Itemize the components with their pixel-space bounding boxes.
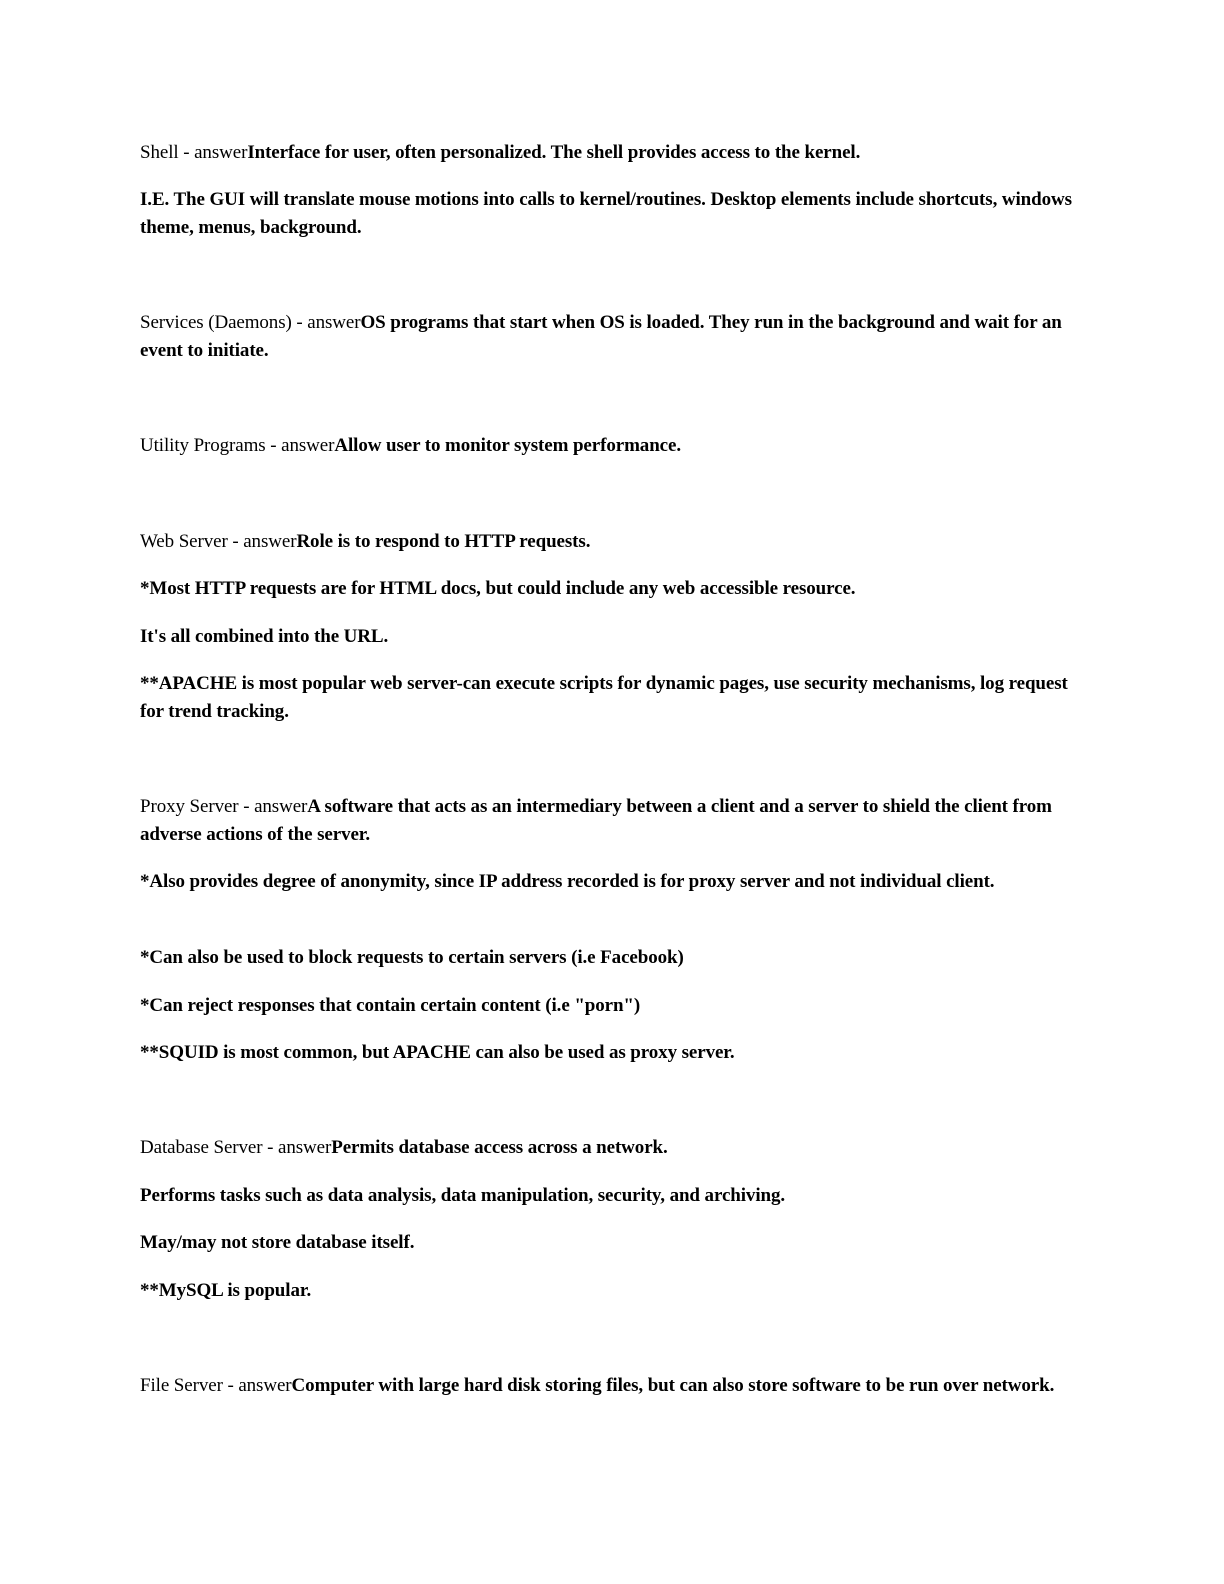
answer-separator: - answer xyxy=(227,531,297,552)
note-shell-1: I.E. The GUI will translate mouse motions into calls to kernel/routines. Desktop elements include shortcuts, windows theme, menus, background. xyxy=(140,189,1072,238)
answer-separator: - answer xyxy=(178,142,248,163)
note-database-server-3: **MySQL is popular. xyxy=(140,1280,312,1301)
answer-separator: - answer xyxy=(291,312,361,333)
note-web-server-1: *Most HTTP requests are for HTML docs, but could include any web accessible resource. xyxy=(140,578,856,599)
note-web-server-2: It's all combined into the URL. xyxy=(140,626,389,647)
answer-separator: - answer xyxy=(222,1375,292,1396)
term-proxy-server: Proxy Server xyxy=(140,796,239,817)
definition-text: OS programs that start when OS is loaded. They run in the background and wait for an event to initiate. xyxy=(140,312,1062,361)
definition-services xyxy=(140,309,1080,365)
note-proxy-server-1: *Also provides degree of anonymity, since IP address recorded is for proxy server and not individual client. xyxy=(140,871,995,892)
term-shell: Shell xyxy=(140,142,179,163)
definition-shell xyxy=(140,139,1080,167)
definition-web-server xyxy=(140,528,1080,556)
answer-separator: - answer xyxy=(238,796,308,817)
definition-utility-programs xyxy=(140,432,1080,460)
note-database-server-2: May/may not store database itself. xyxy=(140,1232,415,1253)
term-services: Services (Daemons) xyxy=(140,312,292,333)
term-web-server: Web Server xyxy=(140,531,228,552)
definition-text: Computer with large hard disk storing files, but can also store software to be run over network. xyxy=(291,1375,1055,1396)
note-web-server-3: **APACHE is most popular web server-can execute scripts for dynamic pages, use security mechanisms, log request for trend tracking. xyxy=(140,673,1068,722)
note-proxy-server-2: *Can also be used to block requests to certain servers (i.e Facebook) xyxy=(140,947,684,968)
definition-proxy-server xyxy=(140,793,1080,849)
answer-separator: - answer xyxy=(265,435,335,456)
term-file-server: File Server xyxy=(140,1375,223,1396)
definition-text: Allow user to monitor system performance. xyxy=(334,435,681,456)
answer-separator: - answer xyxy=(262,1137,332,1158)
note-database-server-1: Performs tasks such as data analysis, data manipulation, security, and archiving. xyxy=(140,1185,786,1206)
definition-text: Permits database access across a network. xyxy=(331,1137,668,1158)
definition-text: Interface for user, often personalized. The shell provides access to the kernel. xyxy=(247,142,861,163)
note-proxy-server-4: **SQUID is most common, but APACHE can also be used as proxy server. xyxy=(140,1042,735,1063)
term-database-server: Database Server xyxy=(140,1137,263,1158)
definition-file-server xyxy=(140,1372,1080,1400)
term-utility-programs: Utility Programs xyxy=(140,435,266,456)
note-proxy-server-3: *Can reject responses that contain certain content (i.e "porn") xyxy=(140,995,641,1016)
definition-text: Role is to respond to HTTP requests. xyxy=(296,531,591,552)
definition-text: A software that acts as an intermediary between a client and a server to shield the client from adverse actions of the server. xyxy=(140,796,1052,845)
definition-database-server xyxy=(140,1134,1080,1162)
